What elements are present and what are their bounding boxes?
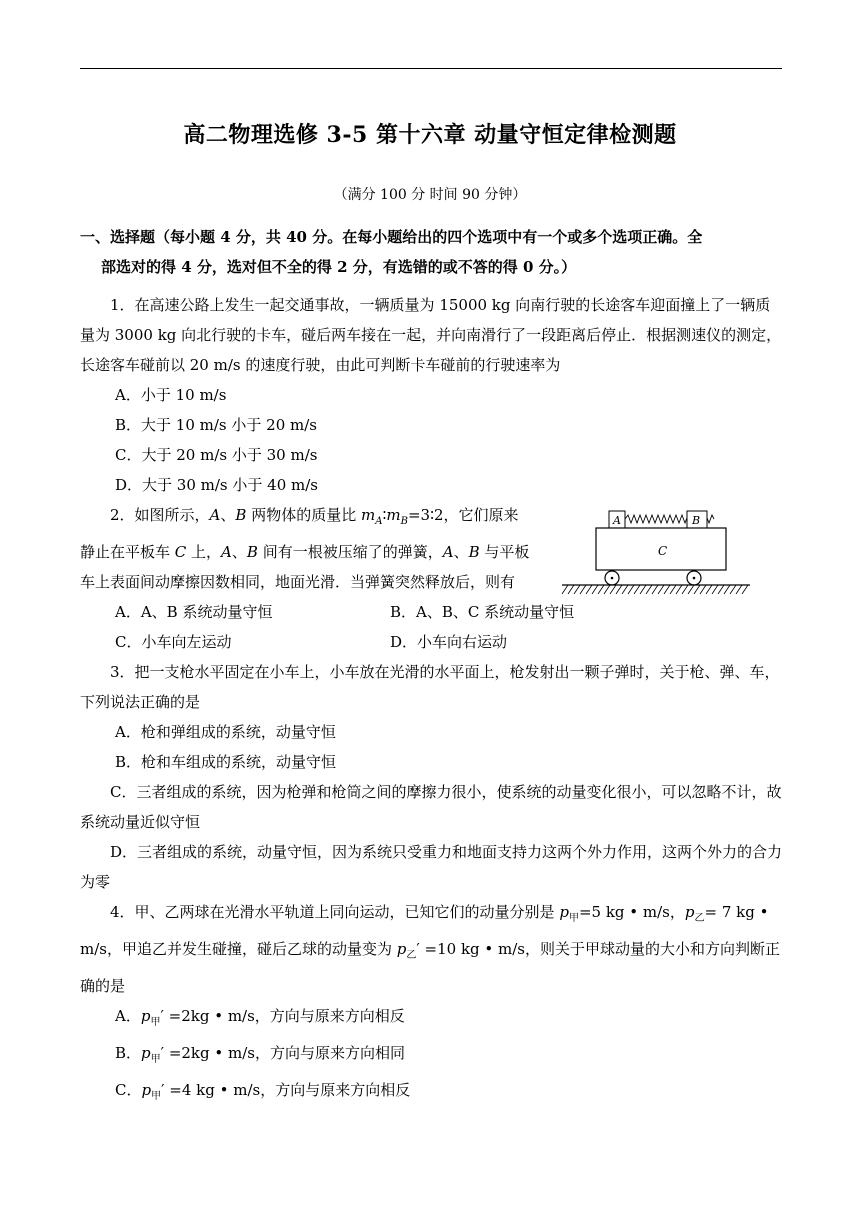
section-line-1: 一、选择题（每小题 4 分，共 40 分。在每小题给出的四个选项中有一个或多个选项正确。全 xyxy=(80,228,703,246)
question-4-stem: 4．甲、乙两球在光滑水平轨道上同向运动，已知它们的动量分别是 $p_甲=5$ kg • m/s，$p_乙= 7$ kg • m/s，甲追乙并发生碰撞，碰后乙球的动量变为 $p_乙' =10$ kg • m/s，则关于甲球动量的大小和方向判断正确的是 xyxy=(80,903,781,995)
wheel-right-hub xyxy=(693,577,696,580)
question-3-option-d: D．三者组成的系统，动量守恒，因为系统只受重力和地面支持力这两个外力作用，这两个外力的合力为零 xyxy=(80,843,783,891)
question-1-option-a: A．小于 10 m/s xyxy=(115,386,227,404)
question-2-option-a: A．A、B 系统动量守恒 xyxy=(115,603,273,621)
question-1-option-d: D．大于 30 m/s 小于 40 m/s xyxy=(115,476,318,494)
wheel-left-hub xyxy=(611,577,614,580)
question-2 xyxy=(80,500,785,657)
question-1-option-b: B．大于 10 m/s 小于 20 m/s xyxy=(115,416,317,434)
cart-c-label: C xyxy=(658,544,668,558)
page-title: 高二物理选修 3-5 第十六章 动量守恒定律检测题 xyxy=(183,122,677,148)
questions xyxy=(80,290,785,1112)
question-4-option-c: C．$p_甲' =4$ kg • m/s，方向与原来方向相反 xyxy=(115,1081,411,1102)
block-b-label: B xyxy=(692,514,701,527)
question-3-option-c: C．三者组成的系统，因为枪弹和枪筒之间的摩擦力很小，使系统的动量变化很小，可以忽略不计，故系统动量近似守恒 xyxy=(80,783,782,831)
ground-hatch xyxy=(562,585,748,594)
question-4 xyxy=(80,897,785,1112)
exam-info: （满分 100 分 时间 90 分钟） xyxy=(333,187,527,203)
section-heading xyxy=(80,222,785,282)
question-1-option-c: C．大于 20 m/s 小于 30 m/s xyxy=(115,446,318,464)
question-3 xyxy=(80,657,785,897)
section-line-2: 部选对的得 4 分，选对但不全的得 2 分，有选错的或不答的得 0 分。） xyxy=(101,258,577,276)
question-2-option-c: C．小车向左运动 xyxy=(115,633,232,651)
block-a-label: A xyxy=(613,514,621,527)
cart-spring-figure xyxy=(554,502,754,602)
question-1-stem: 1．在高速公路上发生一起交通事故，一辆质量为 15000 kg 向南行驶的长途客车迎面撞上了一辆质量为 3000 kg 向北行驶的卡车，碰后两车接在一起，并向南滑行了一段距离后停止．根据测速仪的测定，长途客车碰前以 20 m/s 的速度行驶，由此可判断卡车碰前的行驶速率为 xyxy=(80,296,782,374)
question-3-option-a: A．枪和弹组成的系统，动量守恒 xyxy=(115,723,336,741)
question-2-stem: 2．如图所示，A、B 两物体的质量比 $m_A∶m_B=3∶2$，它们原来静止在平板车 C 上，A、B 间有一根被压缩了的弹簧，A、B 与平板车上表面间动摩擦因数相同，地面光滑．当弹簧突然释放后，则有 xyxy=(80,506,530,591)
question-3-stem: 3．把一支枪水平固定在小车上，小车放在光滑的水平面上，枪发射出一颗子弹时，关于枪、弹、车，下列说法正确的是 xyxy=(80,663,780,711)
question-1 xyxy=(80,290,785,500)
question-2-option-d: D．小车向右运动 xyxy=(390,633,508,651)
question-2-options-row-2 xyxy=(80,627,785,657)
header-rule xyxy=(80,68,782,69)
question-3-option-b: B．枪和车组成的系统，动量守恒 xyxy=(115,753,337,771)
question-4-option-b: B．$p_甲' =2kg$ • m/s，方向与原来方向相同 xyxy=(115,1044,405,1065)
question-2-option-b: B．A、B、C 系统动量守恒 xyxy=(390,603,575,621)
question-4-option-a: A．$p_甲' =2kg$ • m/s，方向与原来方向相反 xyxy=(115,1007,405,1028)
